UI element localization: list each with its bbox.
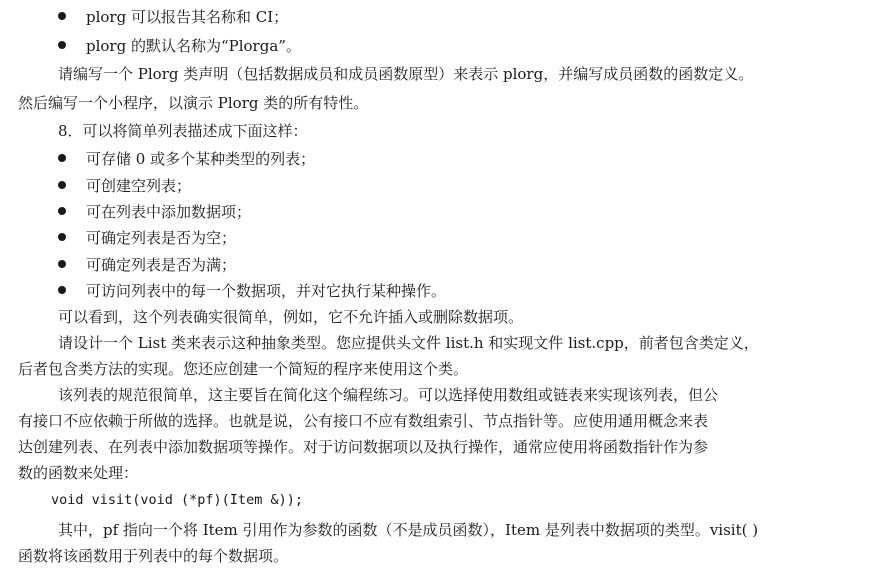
bullet-item xyxy=(58,202,251,222)
paragraph-line: 数的函数来处理： xyxy=(18,464,139,482)
bullet-item xyxy=(58,255,236,275)
paragraph-line: 请编写一个 Plorg 类声明（包括数据成员和成员函数原型）来表示 plorg，并编写成员函数的函数定义。 xyxy=(58,65,754,83)
bullet-item xyxy=(58,281,446,301)
bullet-dot-icon xyxy=(58,233,66,241)
bullet-text: 可确定列表是否为满； xyxy=(86,256,237,274)
paragraph-line: 该列表的规范很简单，这主要旨在简化这个编程练习。可以选择使用数组或链表来实现该列表，但公 xyxy=(58,386,719,404)
bullet-item xyxy=(58,7,288,27)
bullet-text: 可访问列表中的每一个数据项，并对它执行某种操作。 xyxy=(86,282,447,300)
bullet-dot-icon xyxy=(58,41,66,49)
bullet-item xyxy=(58,36,301,56)
bullet-dot-icon xyxy=(58,181,66,189)
bullet-dot-icon xyxy=(58,260,66,268)
bullet-text: 可确定列表是否为空； xyxy=(86,229,237,247)
bullet-item xyxy=(58,176,191,196)
bullet-text: 可创建空列表； xyxy=(86,177,192,195)
paragraph-line: 达创建列表、在列表中添加数据项等操作。对于访问数据项以及执行操作，通常应使用将函数指针作为参 xyxy=(18,438,709,456)
paragraph-line: 函数将该函数用于列表中的每个数据项。 xyxy=(18,547,289,565)
bullet-text: 可存储 0 或多个某种类型的列表； xyxy=(86,150,316,168)
bullet-dot-icon xyxy=(58,286,66,294)
bullet-text: 可在列表中添加数据项； xyxy=(86,203,252,221)
exercise-heading: 8．可以将简单列表描述成下面这样： xyxy=(58,122,308,140)
bullet-text: plorg 可以报告其名称和 CI； xyxy=(86,8,289,26)
paragraph-line: 有接口不应依赖于所做的选择。也就是说，公有接口不应有数组索引、节点指针等。应使用通用概念来表 xyxy=(18,412,709,430)
paragraph-line: 可以看到，这个列表确实很简单，例如，它不允许插入或删除数据项。 xyxy=(58,308,524,326)
bullet-dot-icon xyxy=(58,154,66,162)
bullet-item xyxy=(58,149,315,169)
paragraph-line: 请设计一个 List 类来表示这种抽象类型。您应提供头文件 list.h 和实现文件 list.cpp，前者包含类定义， xyxy=(58,334,759,352)
code-snippet: void visit(void (*pf)(Item &)); xyxy=(51,492,303,508)
paragraph-line: 然后编写一个小程序，以演示 Plorg 类的所有特性。 xyxy=(18,94,369,112)
bullet-text: plorg 的默认名称为“Plorga”。 xyxy=(86,37,301,55)
bullet-dot-icon xyxy=(58,12,66,20)
paragraph-line: 其中，pf 指向一个将 Item 引用作为参数的函数（不是成员函数），Item 是列表中数据项的类型。visit( ) xyxy=(58,521,759,539)
paragraph-line: 后者包含类方法的实现。您还应创建一个简短的程序来使用这个类。 xyxy=(18,360,469,378)
bullet-dot-icon xyxy=(58,207,66,215)
bullet-item xyxy=(58,228,236,248)
